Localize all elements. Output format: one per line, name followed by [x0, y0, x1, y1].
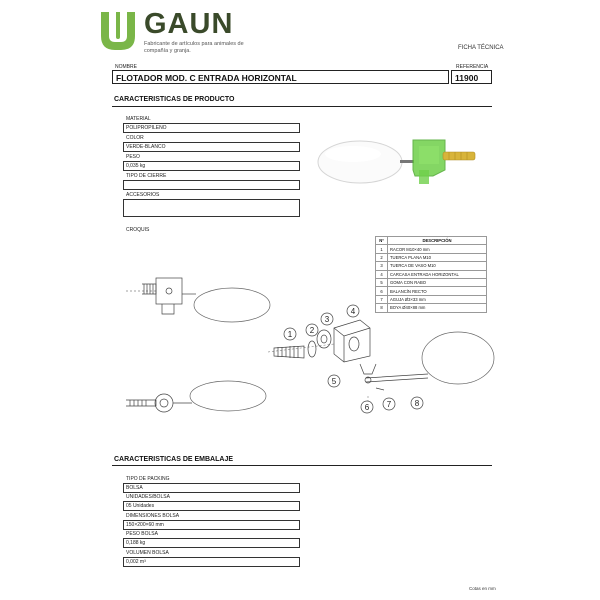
part-number: 2 — [376, 253, 388, 261]
table-row — [376, 262, 487, 270]
callout-8-label: 8 — [414, 399, 420, 408]
callout-2-label: 2 — [309, 326, 315, 335]
sheet-type: FICHA TÉCNICA — [458, 45, 504, 51]
part-desc: TUERCA DE VASO M10 — [388, 262, 487, 270]
table-row — [376, 270, 487, 278]
table-row — [376, 245, 487, 253]
product-section-title: CARACTERISTICAS DE PRODUCTO — [114, 96, 235, 103]
section-divider — [112, 106, 492, 107]
part-number: 7 — [376, 295, 388, 303]
gaun-u-logo-icon — [95, 8, 141, 54]
accesorios-field — [123, 199, 300, 217]
reference-value: 11900 — [455, 73, 479, 83]
peso-bolsa-label: PESO BOLSA — [126, 531, 158, 537]
part-desc: RACOR M10×40 mm — [388, 245, 487, 253]
product-render — [315, 136, 480, 186]
part-number: 4 — [376, 270, 388, 278]
peso-value: 0,035 kg — [126, 163, 146, 169]
color-value: VERDE-BLANCO — [126, 144, 166, 150]
callout-6-label: 6 — [364, 403, 370, 412]
callout-4-label: 4 — [350, 307, 356, 316]
part-number: 8 — [376, 304, 388, 312]
peso-bolsa-value: 0,188 kg — [126, 540, 146, 546]
packaging-section-title: CARACTERISTICAS DE EMBALAJE — [114, 456, 234, 463]
cierre-field — [123, 180, 300, 190]
part-desc: CARCASA ENTRADA HORIZONTAL — [388, 270, 487, 278]
brand-tagline: Fabricante de artículos para animales de compañía y granja. — [144, 41, 244, 54]
sketch-assembled-view — [122, 270, 272, 326]
tipo-packing-label: TIPO DE PACKING — [126, 476, 170, 482]
reference-label: REFERENCIA — [456, 64, 489, 70]
volumen-label: VOLUMEN BOLSA — [126, 550, 169, 556]
tipo-packing-value: BOLSA — [126, 485, 143, 491]
volumen-value: 0,002 m³ — [126, 559, 146, 565]
name-label: NOMBRE — [115, 64, 137, 70]
material-value: POLIPROPILENO — [126, 125, 167, 131]
accesorios-label: ACCESORIOS — [126, 192, 160, 198]
tipo-packing-field — [123, 483, 300, 493]
units-note: Cotas en mm — [469, 586, 496, 591]
material-label: MATERIAL — [126, 116, 151, 122]
callout-1-label: 1 — [287, 330, 293, 339]
section-divider — [112, 465, 492, 466]
color-label: COLOR — [126, 135, 144, 141]
brand-name: GAUN — [144, 8, 234, 40]
part-number: 3 — [376, 262, 388, 270]
part-number: 5 — [376, 278, 388, 286]
sketch-second-view — [122, 378, 272, 428]
croquis-label: CROQUIS — [126, 227, 150, 233]
parts-header-desc: DESCRIPCIÓN — [388, 237, 487, 245]
part-desc: TUERCA PLANA M10 — [388, 253, 487, 261]
part-desc: BALANCÍN RECTO — [388, 287, 487, 295]
part-number: 1 — [376, 245, 388, 253]
product-name: FLOTADOR MOD. C ENTRADA HORIZONTAL — [116, 73, 297, 83]
part-desc: AGUJA Ø3×33 mm — [388, 295, 487, 303]
callout-3-label: 3 — [324, 315, 330, 324]
dimensiones-label: DIMENSIONES BOLSA — [126, 513, 180, 519]
table-row — [376, 287, 487, 295]
cierre-label: TIPO DE CIERRE — [126, 173, 167, 179]
dimensiones-value: 150×200×60 mm — [126, 522, 164, 528]
parts-header-n: Nº — [376, 237, 388, 245]
peso-bolsa-field — [123, 538, 300, 548]
peso-field — [123, 161, 300, 171]
peso-label: PESO — [126, 154, 140, 160]
unidades-value: 05 Unidades — [126, 503, 155, 509]
callout-7-label: 7 — [386, 400, 392, 409]
part-number: 6 — [376, 287, 388, 295]
table-row — [376, 278, 487, 286]
volumen-field — [123, 557, 300, 567]
callout-5-label: 5 — [331, 377, 337, 386]
parts-table-header — [376, 237, 487, 245]
callouts — [268, 300, 498, 416]
unidades-label: UNIDADES/BOLSA — [126, 494, 170, 500]
part-desc: BOYA Ø40×88 mm — [388, 304, 487, 312]
table-row — [376, 253, 487, 261]
part-desc: GOMA CON RABO — [388, 278, 487, 286]
